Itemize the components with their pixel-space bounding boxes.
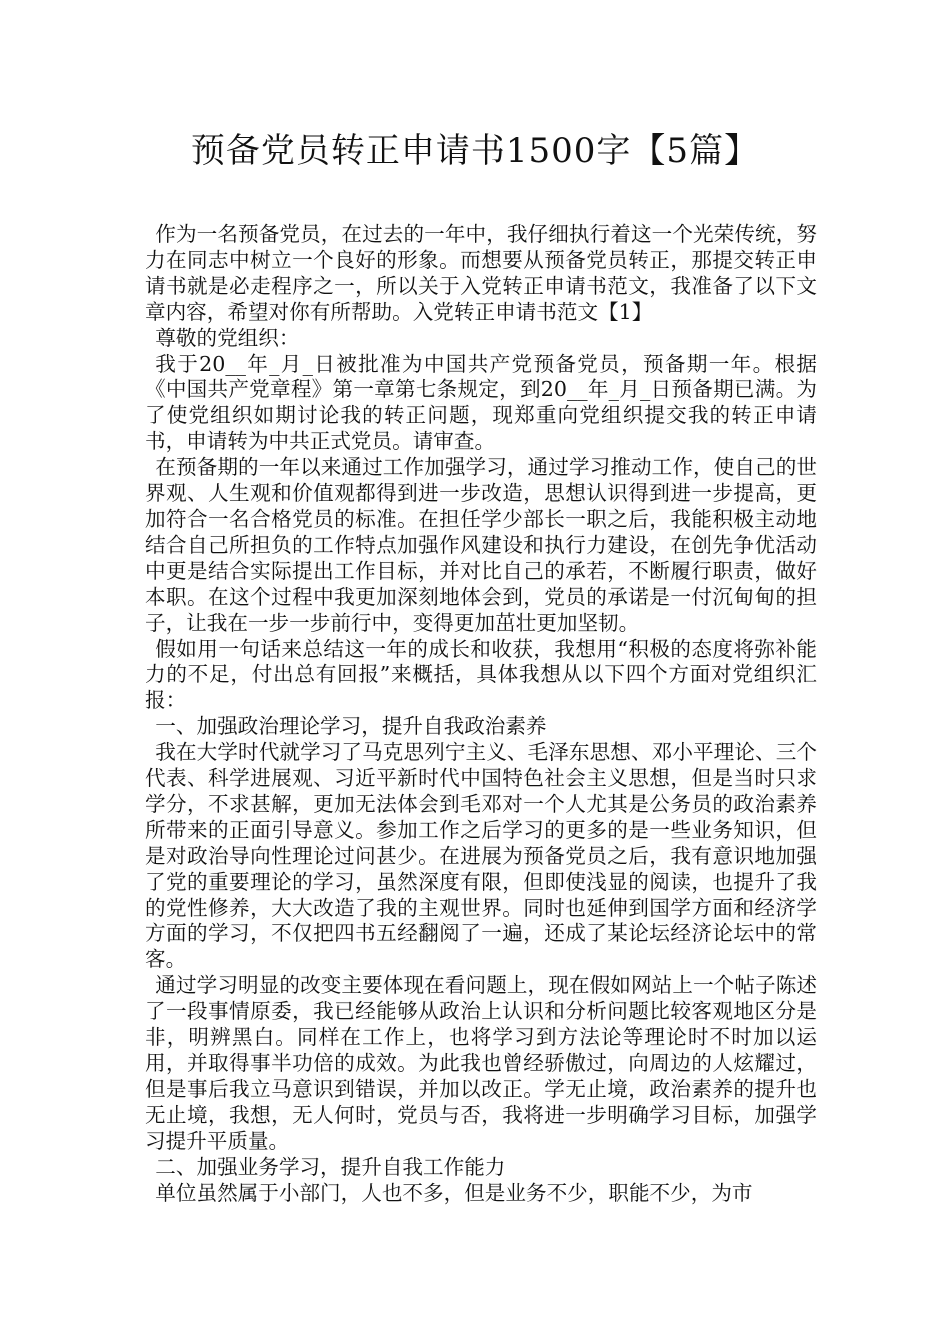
section-heading-1: 一、加强政治理论学习，提升自我政治素养 bbox=[155, 714, 547, 739]
paragraph-application: 我于20__年_月_日被批准为中国共产党预备党员，预备期一年。根据《中国共产党章程》第一章第七条规定，到20__年_月_日预备期已满。为了使党组织如期讨论我的转正问题，现郑重向党组织提交我的转正申请书，申请转为中共正式党员。请审查。 bbox=[145, 351, 817, 454]
paragraph-work-study: 单位虽然属于小部门，人也不多，但是业务不少，职能不少，为市 bbox=[155, 1180, 753, 1205]
paragraph-probation-summary: 在预备期的一年以来通过工作加强学习，通过学习推动工作，使自己的世界观、人生观和价值观都得到进一步改造，思想认识得到进一步提高，更加符合一名合格党员的标准。在担任学少部长一职之后，我能积极主动地结合自己所担负的工作特点加强作风建设和执行力建设，在创先争优活动中更是结合实际提出工作目标，并对比自己的承若，不断履行职责，做好本职。在这个过程中我更加深刻地体会到，党员的承诺是一付沉甸甸的担子，让我在一步一步前行中，变得更加茁壮更加坚韧。 bbox=[145, 455, 817, 635]
paragraph-theory-study: 我在大学时代就学习了马克思列宁主义、毛泽东思想、邓小平理论、三个代表、科学进展观、习近平新时代中国特色社会主义思想，但是当时只求学分，不求甚解，更加无法体会到毛邓对一个人尤其是公务员的政治素养所带来的正面引导意义。参加工作之后学习的更多的是一些业务知识，但是对政治导向性理论过问甚少。在进展为预备党员之后，我有意识地加强了党的重要理论的学习，虽然深度有限，但即使浅显的阅读，也提升了我的党性修养，大大改造了我的主观世界。同时也延伸到国学方面和经济学方面的学习，不仅把四书五经翻阅了一遍，还成了某论坛经济论坛中的常客。 bbox=[145, 740, 817, 972]
paragraph-study-effects: 通过学习明显的改变主要体现在看问题上，现在假如网站上一个帖子陈述了一段事情原委，我已经能够从政治上认识和分析问题比较客观地区分是非，明辨黑白。同样在工作上，也将学习到方法论等理论时不时加以运用，并取得事半功倍的成效。为此我也曾经骄傲过，向周边的人炫耀过，但是事后我立马意识到错误，并加以改正。学无止境，政治素养的提升也无止境，我想，无人何时，党员与否，我将进一步明确学习目标，加强学习提升平质量。 bbox=[145, 973, 817, 1153]
paragraph-intro: 作为一名预备党员，在过去的一年中，我仔细执行着这一个光荣传统，努力在同志中树立一个良好的形象。而想要从预备党员转正，那提交转正申请书就是必走程序之一，所以关于入党转正申请书范文，我准备了以下文章内容，希望对你有所帮助。入党转正申请书范文【1】 bbox=[145, 222, 817, 324]
document-body bbox=[145, 222, 817, 1206]
document-title: 预备党员转正申请书1500字【5篇】 bbox=[190, 131, 760, 171]
section-heading-2: 二、加强业务学习，提升自我工作能力 bbox=[155, 1154, 506, 1179]
paragraph-salutation: 尊敬的党组织： bbox=[155, 325, 300, 350]
paragraph-overview: 假如用一句话来总结这一年的成长和收获，我想用“积极的态度将弥补能力的不足，付出总有回报”来概括，具体我想从以下四个方面对党组织汇报： bbox=[145, 636, 817, 713]
